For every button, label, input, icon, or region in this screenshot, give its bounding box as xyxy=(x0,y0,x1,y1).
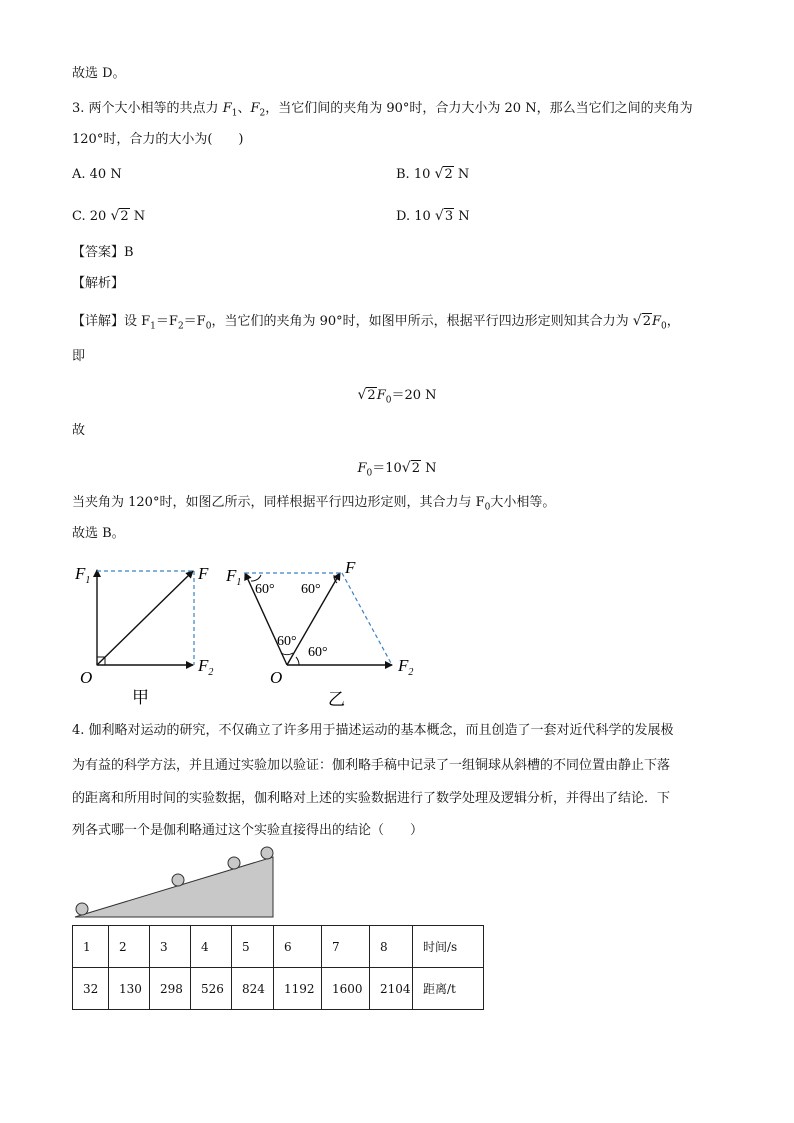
yi-label-f1: $F_1$ xyxy=(226,566,242,588)
incline-ramp xyxy=(75,857,273,917)
prev-answer-line: 故选 D。 xyxy=(72,66,126,81)
q3-f1-sub: 1 xyxy=(231,108,238,119)
table-cell: 824 xyxy=(232,968,274,1010)
table-cell: 1600 xyxy=(322,968,370,1010)
galileo-data-table xyxy=(72,925,484,1010)
table-cell: 5 xyxy=(232,926,274,968)
ball-3 xyxy=(228,857,240,869)
q3-option-d xyxy=(396,208,470,224)
yi-label-f: F xyxy=(345,558,356,577)
q3-eq2-sub: 0 xyxy=(366,468,373,479)
q3-option-c xyxy=(72,208,145,224)
q3-analysis-tag: 【解析】 xyxy=(72,276,125,291)
incline-figure xyxy=(70,845,280,920)
q3-stem-text-b: ，当它们间的夹角为 90°时，合力大小为 20 N，那么当它们之间的夹角为 xyxy=(265,101,693,116)
table-cell: 8 xyxy=(370,926,413,968)
yi-dash-right xyxy=(342,573,392,665)
table-cell: 32 xyxy=(73,968,109,1010)
table-cell: 4 xyxy=(191,926,232,968)
q3-detail-line1 xyxy=(72,312,680,336)
table-row-time xyxy=(73,926,484,968)
q3-f2-sub: 2 xyxy=(259,108,266,119)
table-cell: 130 xyxy=(109,968,150,1010)
yi-angle-label-2: 60° xyxy=(301,582,321,597)
q4-line1: 4. 伽利略对运动的研究，不仅确立了许多用于描述运动的基本概念，而且创造了一套对近代科学的发展极 xyxy=(72,723,674,738)
q3-line-120-sub: 0 xyxy=(484,502,491,513)
q3-option-c-unit: N xyxy=(133,209,146,224)
q3-eq1-rhs: ＝20 N xyxy=(391,388,437,403)
q3-stem-line2: 120°时，合力的大小为( ) xyxy=(72,132,244,147)
table-cell: 2 xyxy=(109,926,150,968)
table-cell: 时间/s xyxy=(413,926,484,968)
q3-equation-2 xyxy=(0,457,794,479)
q3-eq2-radicand: 2 xyxy=(411,461,420,476)
jia-f-arrow xyxy=(97,571,193,665)
jia-caption: 甲 xyxy=(132,688,149,708)
q3-stem-line1 xyxy=(72,100,693,123)
table-cell: 6 xyxy=(274,926,322,968)
q3-line-120-b: 大小相等。 xyxy=(490,495,556,510)
q3-stem-text-a: 3. 两个大小相等的共点力 xyxy=(72,101,219,116)
q3-detail-text-b: ，当它们的夹角为 90°时，如图甲所示，根据平行四边形定则知其合力为 xyxy=(211,314,629,329)
q3-option-c-sqrt: √2 xyxy=(110,208,129,224)
q3-option-a: A. 40 N xyxy=(72,167,122,182)
q3-answer-line xyxy=(72,244,134,262)
q3-line-120 xyxy=(72,494,555,517)
q3-eq1-f: F xyxy=(376,388,386,403)
q4-line2: 为有益的科学方法，并且通过实验加以验证：伽利略手稿中记录了一组铜球从斜槽的不同位置由静止下落 xyxy=(72,758,671,773)
q3-f2: F xyxy=(250,101,260,116)
yi-angle-label-4: 60° xyxy=(308,645,328,660)
q3-option-b xyxy=(396,166,469,182)
q3-option-b-sqrt: √2 xyxy=(434,166,453,182)
q3-option-d-unit: N xyxy=(458,209,470,224)
q3-option-b-unit: N xyxy=(457,167,470,182)
q3-answer-tag: 【答案】 xyxy=(72,245,125,260)
q3-detail-f0: F xyxy=(651,314,661,329)
yi-angle-arc-1 xyxy=(251,575,261,581)
q3-detail-end: ， xyxy=(666,314,680,329)
q3-detail-sub1: 1 xyxy=(150,321,156,332)
q4-line3: 的距离和所用时间的实验数据，伽利略对上述的实验数据进行了数学处理及逻辑分析，并得出了结论．下 xyxy=(72,791,671,806)
yi-label-o: O xyxy=(270,668,283,687)
yi-caption: 乙 xyxy=(328,690,345,710)
q3-detail-sub0: 0 xyxy=(205,321,212,332)
q3-option-d-sqrt: √3 xyxy=(434,208,454,224)
q3-eq2-unit: N xyxy=(425,461,437,476)
q3-select: 故选 B。 xyxy=(72,526,125,541)
q3-detail-sub2: 2 xyxy=(177,321,184,332)
q3-detail-tag: 【详解】 xyxy=(72,314,125,329)
q4-line4: 列各式哪一个是伽利略通过这个实验直接得出的结论（ ） xyxy=(72,823,424,838)
table-cell: 3 xyxy=(150,926,191,968)
q3-option-c-prefix: C. 20 xyxy=(72,209,107,224)
q3-line-120-a: 当夹角为 120°时，如图乙所示，同样根据平行四边形定则，其合力与 F xyxy=(72,495,485,510)
q3-f1: F xyxy=(222,101,232,116)
table-cell: 298 xyxy=(150,968,191,1010)
table-cell: 1 xyxy=(73,926,109,968)
q3-detail-text-a: 设 F xyxy=(124,314,151,329)
ball-2 xyxy=(172,874,184,886)
q3-gu: 故 xyxy=(72,423,86,438)
jia-label-f1: $F_1$ xyxy=(75,564,91,586)
q3-detail-radicand: 2 xyxy=(642,314,651,329)
diagram-yi xyxy=(225,558,413,710)
q3-option-c-radicand: 2 xyxy=(120,209,129,224)
q3-eq2-mid: ＝10 xyxy=(372,461,402,476)
q3-eq2-sqrt: √2 xyxy=(401,460,420,476)
table-row-distance xyxy=(73,968,484,1010)
q3-detail-f0-sub: 0 xyxy=(661,321,667,332)
q3-option-d-prefix: D. 10 xyxy=(396,209,431,224)
yi-angle-label-3: 60° xyxy=(277,634,297,649)
ball-4 xyxy=(261,847,273,859)
q3-option-b-prefix: B. 10 xyxy=(396,167,431,182)
table-cell: 2104 xyxy=(370,968,413,1010)
q3-ji: 即 xyxy=(72,349,86,364)
q3-option-d-radicand: 3 xyxy=(444,209,454,224)
jia-label-f2: $F_2$ xyxy=(198,656,214,678)
q3-eq1-sub: 0 xyxy=(385,395,392,406)
q3-detail-sqrt: √2 xyxy=(632,313,651,329)
q3-eq1-radicand: 2 xyxy=(367,388,376,403)
q3-eq2-f: F xyxy=(357,461,367,476)
q3-detail-eq2: ＝F xyxy=(183,314,206,329)
table-cell: 距离/t xyxy=(413,968,484,1010)
ball-1 xyxy=(76,903,88,915)
yi-label-f2: $F_2$ xyxy=(398,656,414,678)
table-cell: 526 xyxy=(191,968,232,1010)
table-cell: 1192 xyxy=(274,968,322,1010)
yi-angle-arc-4 xyxy=(296,657,299,665)
q3-sep: 、 xyxy=(237,101,251,116)
jia-label-o: O xyxy=(80,668,93,687)
jia-label-f: F xyxy=(198,564,209,583)
q3-option-b-radicand: 2 xyxy=(444,167,453,182)
yi-angle-label-1: 60° xyxy=(255,582,275,597)
q3-eq1-sqrt: √2 xyxy=(357,387,376,403)
q3-answer-value: B xyxy=(124,245,134,260)
force-diagrams xyxy=(70,555,430,710)
q3-detail-eq1: ＝F xyxy=(155,314,178,329)
table-cell: 7 xyxy=(322,926,370,968)
yi-angle-arc-3 xyxy=(281,653,293,655)
q3-equation-1 xyxy=(0,384,794,406)
diagram-jia xyxy=(74,564,213,708)
